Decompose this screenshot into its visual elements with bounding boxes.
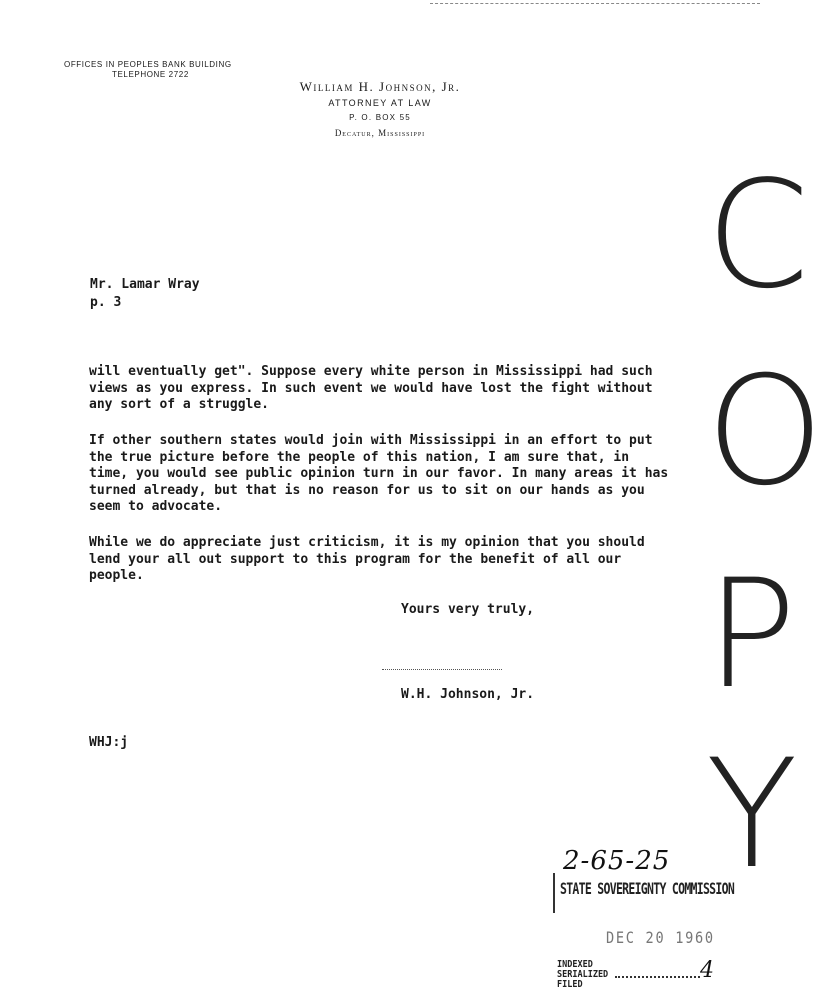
- page-number: p. 3: [90, 295, 122, 310]
- letterhead-po-box: P. O. BOX 55: [349, 113, 411, 122]
- stamp-handwritten-mark: 4: [700, 958, 714, 983]
- stamp-dotted-line: [615, 976, 700, 978]
- letterhead-title: ATTORNEY AT LAW: [328, 98, 432, 108]
- stamp-filed: FILED: [557, 979, 583, 990]
- stamp-status-list: [557, 960, 608, 990]
- signature-line: [382, 669, 502, 670]
- copy-letter-c: C: [706, 149, 810, 321]
- copy-letter-p: P: [706, 548, 797, 722]
- closing-salutation: Yours very truly,: [401, 602, 535, 617]
- signature-name: W.H. Johnson, Jr.: [401, 687, 535, 702]
- office-telephone: TELEPHONE 2722: [112, 70, 189, 79]
- letterhead-city: Decatur, Mississippi: [334, 128, 426, 138]
- stamp-serialized: SERIALIZED: [557, 969, 609, 980]
- typist-initials: WHJ:j: [89, 735, 129, 750]
- letterhead-name: William H. Johnson, Jr.: [299, 79, 461, 94]
- stamp-agency: STATE SOVEREIGNTY COMMISSION: [560, 879, 735, 898]
- copy-letter-o: O: [706, 345, 824, 519]
- body-paragraph-3: While we do appreciate just criticism, it is my opinion that you should lend your all out support to this program for the benefit of all our people.: [89, 535, 645, 583]
- copy-letter-y: Y: [706, 728, 798, 902]
- body-paragraph-1: will eventually get". Suppose every white person in Mississippi had such views as you express. In such event we would have lost the fight without any sort of a struggle.: [89, 364, 653, 412]
- body-paragraph-2: If other southern states would join with Mississippi in an effort to put the true picture before the people of this nation, I am sure that, in time, you would see public opinion turn in our favor. In many areas it has turned already, but that is no reason for us to sit on our hands as you seem to advocate.: [89, 433, 669, 514]
- scan-edge-line: [430, 3, 760, 5]
- stamp-date: DEC 20 1960: [606, 928, 715, 947]
- file-number: 2-65-25: [563, 846, 671, 876]
- addressee-name: Mr. Lamar Wray: [90, 277, 200, 292]
- stamp-indexed: INDEXED: [557, 959, 593, 970]
- office-address: OFFICES IN PEOPLES BANK BUILDING: [64, 60, 232, 69]
